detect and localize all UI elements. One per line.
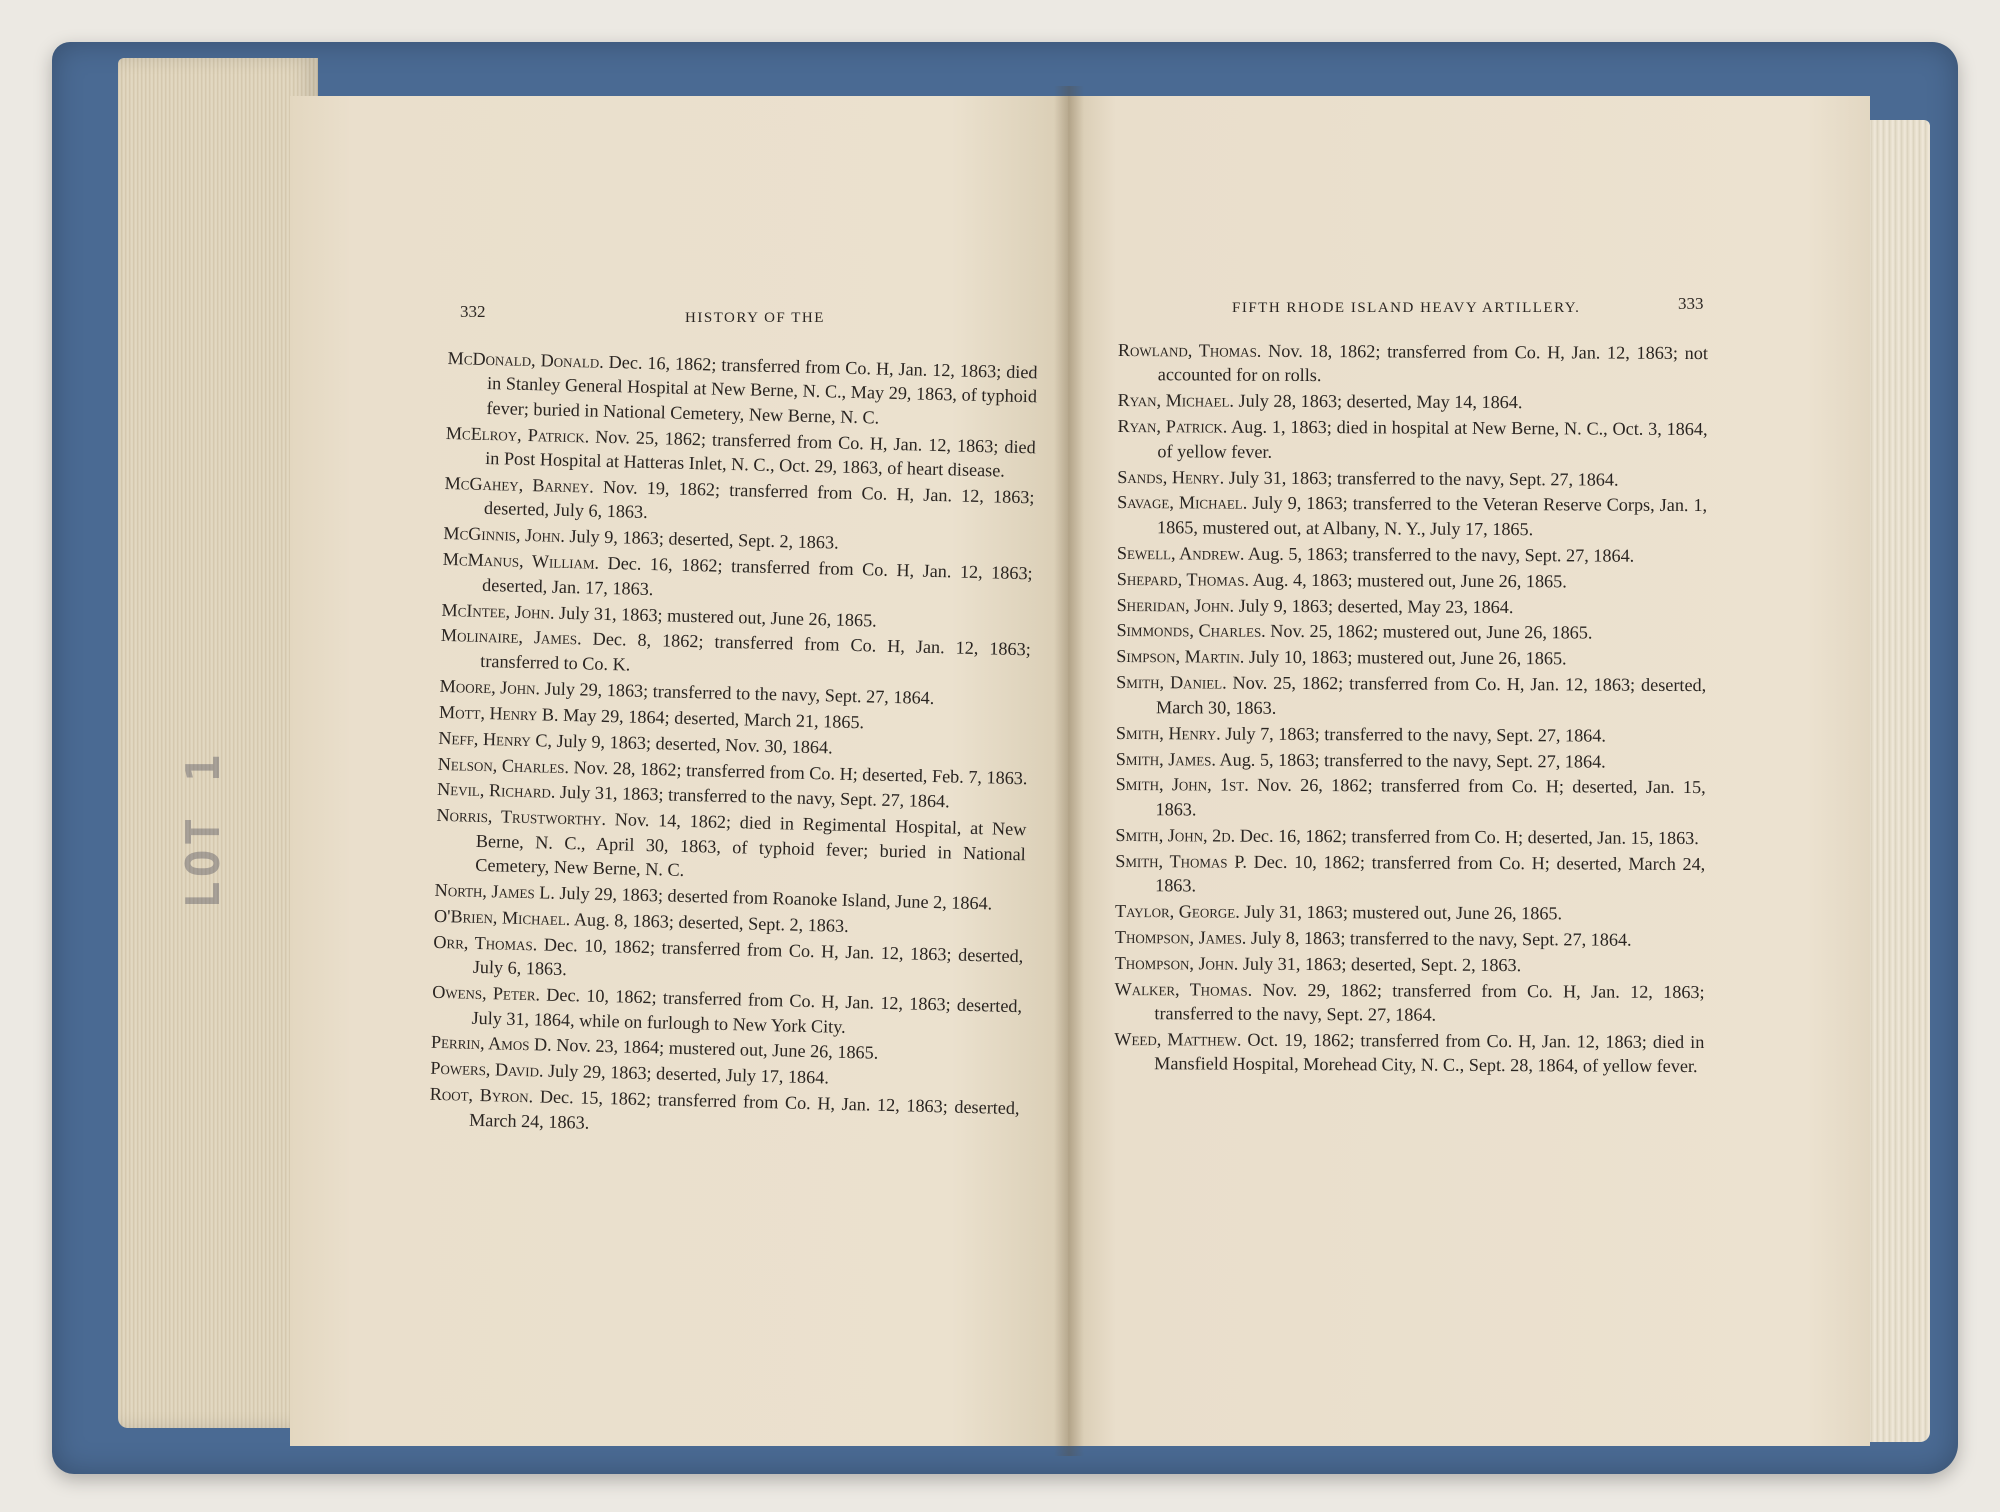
soldier-name: Weed, Matthew.: [1114, 1028, 1242, 1050]
soldier-name: McElroy, Patrick.: [445, 422, 590, 447]
roster-entry: [1116, 670, 1706, 722]
service-record: July 9, 1863; transferred to the Veteran Reserve Corps, Jan. 1, 1865, mustered out, at Albany, N. Y., July 17, 1865.: [1156, 493, 1708, 540]
library-stamp: LOT 1: [176, 750, 230, 910]
service-record: Oct. 19, 1862; transferred from Co. H, Jan. 12, 1863; died in Mansfield Hospital, Morehead City, N. C., Sept. 28, 1864, of yellow fever.: [1154, 1029, 1705, 1077]
service-record: Aug. 8, 1863; deserted, Sept. 2, 1863.: [573, 909, 849, 936]
soldier-name: McGinnis, John.: [443, 523, 566, 547]
soldier-name: Simpson, Martin.: [1116, 646, 1245, 668]
soldier-name: Smith, Thomas P.: [1115, 850, 1247, 872]
soldier-name: Ryan, Michael.: [1117, 390, 1235, 411]
soldier-name: Shepard, Thomas.: [1116, 568, 1250, 590]
service-record: July 31, 1863; transferred to the navy, Sept. 27, 1864.: [559, 782, 950, 812]
service-record: Dec. 10, 1862; transferred from Co. H, Jan. 12, 1863; deserted, July 6, 1863.: [472, 934, 1024, 980]
service-record: July 31, 1863; transferred to the navy, Sept. 27, 1864.: [1228, 467, 1619, 490]
left-page-number: 332: [460, 302, 486, 321]
service-record: July 8, 1863; transferred to the navy, Sept. 27, 1864.: [1250, 927, 1632, 950]
soldier-name: Smith, James.: [1115, 748, 1217, 770]
roster-entry: [1117, 541, 1707, 568]
soldier-name: Sheridan, John.: [1116, 594, 1235, 616]
right-page-number: 333: [1678, 294, 1704, 313]
roster-entry: [1117, 490, 1707, 542]
soldier-name: Perrin, Amos D.: [430, 1032, 552, 1056]
roster-entry: [435, 803, 1027, 891]
soldier-name: McIntee, John.: [441, 599, 555, 623]
service-record: Nov. 25, 1862; transferred from Co. H, Jan. 12, 1863; deserted, March 30, 1863.: [1156, 672, 1707, 718]
roster-entry: [1117, 414, 1707, 466]
service-record: Dec. 10, 1862; transferred from Co. H; deserted, March 24, 1863.: [1155, 851, 1706, 896]
roster-entry: [1115, 849, 1705, 901]
roster-entry: [1116, 746, 1706, 773]
service-record: Dec. 16, 1862; transferred from Co. H; deserted, Jan. 15, 1863.: [1239, 825, 1699, 848]
service-record: Aug. 5, 1863; transferred to the navy, Sept. 27, 1864.: [1219, 749, 1606, 772]
soldier-name: Smith, Henry.: [1115, 722, 1221, 744]
soldier-name: Smith, John, 1st.: [1115, 774, 1249, 796]
service-record: July 7, 1863; transferred to the navy, Sept. 27, 1864.: [1225, 723, 1607, 746]
soldier-name: Owens, Peter.: [431, 981, 541, 1005]
service-record: Dec. 8, 1862; transferred from Co. H, Jan. 12, 1863; transferred to Co. K.: [480, 629, 1032, 675]
soldier-name: Norris, Trustworthy.: [436, 805, 607, 830]
service-record: July 31, 1863; mustered out, June 26, 1865.: [558, 602, 877, 631]
soldier-name: Savage, Michael.: [1117, 492, 1248, 514]
service-record: Nov. 26, 1862; transferred from Co. H; deserted, Jan. 15, 1863.: [1155, 775, 1706, 820]
soldier-name: Molinaire, James.: [440, 625, 582, 649]
roster-entry: [1114, 1027, 1704, 1079]
service-record: May 29, 1864; deserted, March 21, 1865.: [562, 704, 865, 732]
soldier-name: Walker, Thomas.: [1114, 978, 1253, 1000]
roster-entry: [1117, 465, 1707, 492]
roster-entry: [1118, 388, 1708, 415]
right-page: [1068, 96, 1870, 1446]
roster-entry: [1114, 977, 1704, 1029]
roster-entry: [1115, 823, 1705, 850]
service-record: July 29, 1863; deserted from Roanoke Island, June 2, 1864.: [559, 882, 993, 914]
right-running-head: FIFTH RHODE ISLAND HEAVY ARTILLERY.: [1232, 300, 1581, 316]
soldier-name: Thompson, James.: [1114, 926, 1247, 948]
service-record: Nov. 19, 1862; transferred from Co. H, Jan. 12, 1863; deserted, July 6, 1863.: [483, 476, 1035, 523]
soldier-name: Sands, Henry.: [1117, 466, 1225, 488]
soldier-name: Smith, Daniel.: [1116, 672, 1227, 693]
service-record: Nov. 28, 1862; transferred from Co. H; deserted, Feb. 7, 1863.: [573, 756, 1028, 788]
service-record: Nov. 25, 1862; mustered out, June 26, 1865.: [1270, 621, 1593, 643]
left-page: [290, 96, 1068, 1446]
roster-entry: [1115, 899, 1705, 926]
roster-entry: [1117, 567, 1707, 594]
roster-entry: [1116, 618, 1706, 645]
soldier-name: Mott, Henry B.: [438, 701, 559, 725]
soldier-name: Rowland, Thomas.: [1117, 339, 1262, 361]
service-record: Dec. 16, 1862; transferred from Co. H, Jan. 12, 1863; deserted, Jan. 17, 1863.: [481, 553, 1033, 599]
service-record: Nov. 29, 1862; transferred from Co. H, Jan. 12, 1863; transferred to the navy, Sept. 27, 1864.: [1154, 979, 1705, 1025]
soldier-name: O'Brien, Michael.: [433, 905, 571, 930]
service-record: July 9, 1863; deserted, Sept. 2, 1863.: [569, 526, 839, 553]
service-record: July 31, 1863; deserted, Sept. 2, 1863.: [1242, 953, 1522, 975]
service-record: Nov. 25, 1862; transferred from Co. H, Jan. 12, 1863; died in Post Hospital at Hatteras Inlet, N. C., Oct. 29, 1863, of heart disease.: [485, 426, 1036, 481]
soldier-name: Neff, Henry C,: [438, 727, 553, 751]
service-record: July 31, 1863; mustered out, June 26, 1865.: [1244, 901, 1563, 924]
service-record: July 29, 1863; transferred to the navy, Sept. 27, 1864.: [544, 678, 935, 708]
roster-entry: [1115, 925, 1705, 952]
service-record: July 9, 1863; deserted, Nov. 30, 1864.: [556, 730, 833, 758]
soldier-name: Nelson, Charles.: [437, 753, 570, 777]
service-record: July 10, 1863; mustered out, June 26, 1865.: [1248, 647, 1567, 669]
left-running-head: HISTORY OF THE: [685, 310, 825, 326]
service-record: Nov. 18, 1862; transferred from Co. H, Jan. 12, 1863; not accounted for on rolls.: [1157, 340, 1708, 386]
soldier-name: McManus, William.: [442, 549, 600, 574]
soldier-name: Root, Byron.: [429, 1084, 534, 1107]
left-entry-list: [429, 346, 1038, 1147]
service-record: July 9, 1863; deserted, May 23, 1864.: [1238, 595, 1514, 617]
service-record: July 29, 1863; deserted, July 17, 1864.: [547, 1061, 830, 1088]
soldier-name: McGahey, Barney.: [444, 472, 595, 497]
service-record: July 28, 1863; deserted, May 14, 1864.: [1238, 390, 1523, 413]
soldier-name: Moore, John.: [439, 675, 541, 699]
service-record: Aug. 5, 1863; transferred to the navy, Sept. 27, 1864.: [1247, 543, 1635, 566]
roster-entry: [1115, 951, 1705, 978]
soldier-name: Simmonds, Charles.: [1116, 620, 1266, 642]
service-record: Nov. 14, 1862; died in Regimental Hospital, at New Berne, N. C., April 30, 1863, of typhoid fever; buried in National Cemetery, New Berne, N. C.: [475, 809, 1027, 881]
roster-entry: [1118, 338, 1708, 390]
service-record: Dec. 16, 1862; transferred from Co. H, Jan. 12, 1863; died in Stanley General Hospital at New Berne, N. C., May 29, 1863, of typhoid fever; buried in National Cemetery, New Berne, N. C.: [486, 351, 1038, 428]
soldier-name: Sewell, Andrew.: [1116, 542, 1245, 564]
roster-entry: [1115, 772, 1705, 824]
roster-entry: [1116, 721, 1706, 748]
soldier-name: Thompson, John.: [1114, 952, 1239, 974]
soldier-name: North, James L.: [434, 879, 556, 903]
service-record: Aug. 1, 1863; died in hospital at New Berne, N. C., Oct. 3, 1864, of yellow fever.: [1157, 416, 1708, 462]
right-entry-list: [1114, 338, 1708, 1080]
service-record: Nov. 23, 1864; mustered out, June 26, 1865.: [555, 1035, 879, 1064]
right-page-edge: [1860, 120, 1930, 1442]
soldier-name: McDonald, Donald.: [447, 347, 605, 372]
soldier-name: Ryan, Patrick.: [1117, 416, 1228, 437]
soldier-name: Orr, Thomas.: [433, 931, 538, 955]
roster-entry: [1116, 644, 1706, 671]
soldier-name: Nevil, Richard.: [436, 779, 556, 803]
soldier-name: Smith, John, 2d.: [1115, 824, 1236, 846]
book-gutter: [1054, 86, 1084, 1456]
soldier-name: Powers, David.: [430, 1058, 544, 1081]
service-record: Dec. 15, 1862; transferred from Co. H, Jan. 12, 1863; deserted, March 24, 1863.: [468, 1086, 1020, 1133]
soldier-name: Taylor, George.: [1114, 900, 1240, 922]
service-record: Dec. 10, 1862; transferred from Co. H, Jan. 12, 1863; deserted, July 31, 1864, while on furlough to New York City.: [471, 984, 1023, 1037]
roster-entry: [1117, 593, 1707, 620]
roster-entry: [446, 346, 1038, 434]
service-record: Aug. 4, 1863; mustered out, June 26, 1865.: [1252, 569, 1567, 592]
